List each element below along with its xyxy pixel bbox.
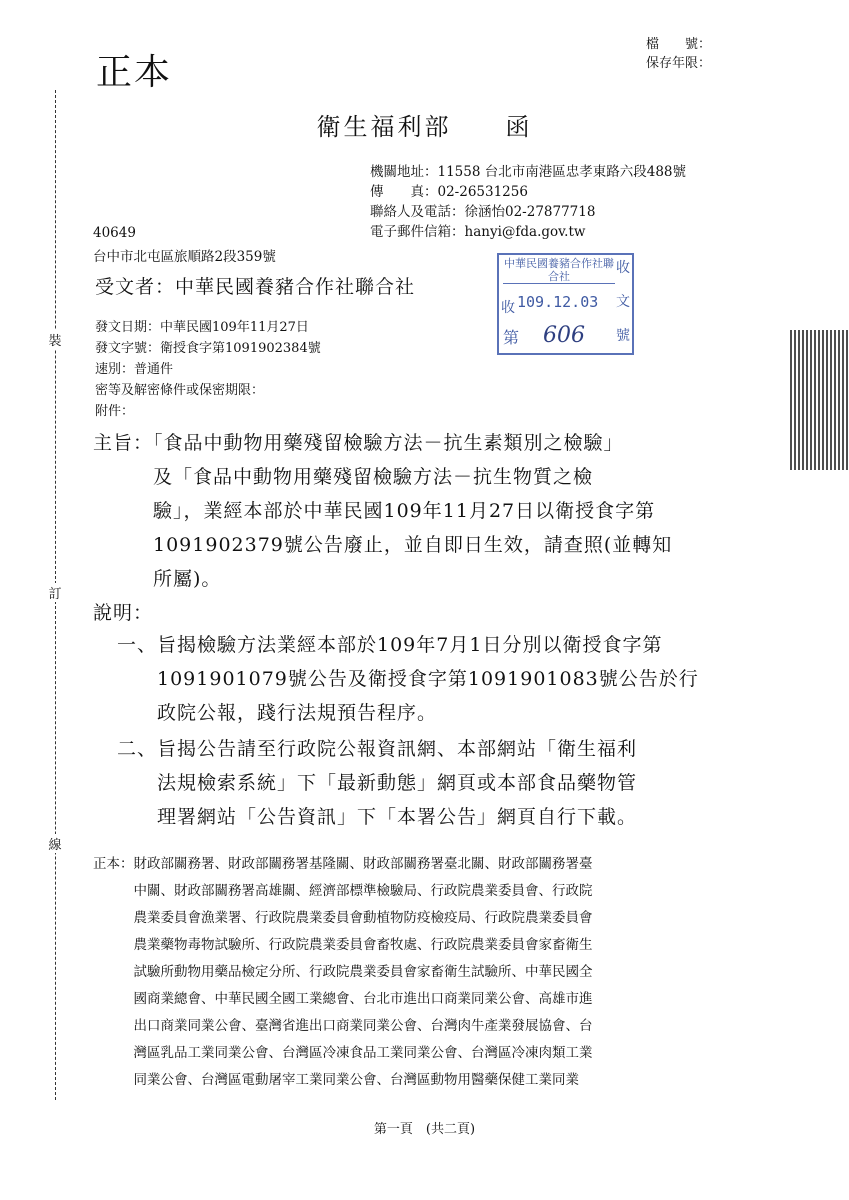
agency-email: 電子郵件信箱：hanyi@fda.gov.tw	[370, 224, 586, 240]
cc-line: 農業藥物毒物試驗所、行政院農業委員會畜牧處、行政院農業委員會家畜衛生	[93, 937, 593, 953]
secrecy-level: 密等及解密條件或保密期限：	[95, 383, 265, 398]
recipient: 受文者：中華民國養豬合作社聯合社	[95, 276, 416, 298]
stamp-date: 109.12.03	[517, 293, 599, 311]
subject-line: 及「食品中動物用藥殘留檢驗方法－抗生物質之檢	[93, 466, 594, 488]
subject-line: 驗」，業經本部於中華民國109年11月27日以衛授食字第	[93, 500, 656, 522]
cc-line: 同業公會、台灣區電動屠宰工業同業公會、台灣區動物用醫藥保健工業同業	[93, 1072, 579, 1088]
binding-mark-middle: 訂	[44, 583, 66, 602]
binding-mark-top: 裝	[44, 330, 66, 349]
explanation-item: 二、旨揭公告請至行政院公報資訊網、本部網站「衛生福利	[117, 738, 638, 760]
stamp-side-bottom: 號	[616, 328, 630, 344]
page-footer: 第一頁 (共二頁)	[373, 1122, 476, 1137]
cc-line: 農業委員會漁業署、行政院農業委員會動植物防疫檢疫局、行政院農業委員會	[93, 910, 593, 926]
stamp-side-top: 收	[616, 260, 630, 276]
scanner-edge-artifact	[790, 330, 849, 470]
explanation-item: 理署網站「公告資訊」下「本署公告」網頁自行下載。	[117, 806, 638, 828]
retention-label: 保存年限：	[646, 56, 712, 71]
attachment-label: 附件：	[95, 404, 135, 419]
file-number-label: 檔 號：	[646, 37, 712, 52]
explanation-item: 政院公報，踐行法規預告程序。	[117, 702, 438, 724]
original-copy-mark: 正本	[96, 52, 173, 93]
received-stamp	[497, 253, 634, 355]
subject-line: 主旨：「食品中動物用藥殘留檢驗方法－抗生素類別之檢驗」	[93, 432, 624, 454]
stamp-number: 606	[543, 323, 585, 348]
subject-line: 所屬)。	[93, 568, 222, 590]
cc-line: 國商業總會、中華民國全國工業總會、台北市進出口商業同業公會、高雄市進	[93, 991, 593, 1007]
stamp-side-mid: 文	[616, 294, 630, 310]
agency-contact: 聯絡人及電話：徐涵怡02-27877718	[370, 204, 596, 220]
recipient-zip: 40649	[93, 225, 136, 241]
stamp-left-char: 收	[501, 300, 515, 316]
subject-line: 1091902379號公告廢止，並自即日生效，請查照(並轉知	[93, 534, 673, 556]
binding-mark-bottom: 線	[44, 834, 66, 853]
cc-line: 中關、財政部關務署高雄關、經濟部標準檢驗局、行政院農業委員會、行政院	[93, 883, 593, 899]
explanation-item: 1091901079號公告及衛授食字第1091901083號公告於行	[117, 668, 699, 690]
explanation-heading: 說明：	[93, 602, 154, 624]
stamp-org: 中華民國養豬合作社聯合社	[504, 257, 614, 283]
stamp-number-label: 第	[503, 328, 520, 347]
issue-date: 發文日期：中華民國109年11月27日	[95, 320, 309, 335]
explanation-item: 一、旨揭檢驗方法業經本部於109年7月1日分別以衛授食字第	[117, 634, 663, 656]
delivery-speed: 速別：普通件	[95, 362, 174, 377]
document-title: 衛生福利部 函	[316, 113, 533, 141]
issue-number: 發文字號：衛授食字第1091902384號	[95, 341, 321, 356]
cc-line: 試驗所動物用藥品檢定分所、行政院農業委員會家畜衛生試驗所、中華民國全	[93, 964, 593, 980]
cc-line: 正本：財政部關務署、財政部關務署基隆關、財政部關務署臺北關、財政部關務署臺	[93, 856, 593, 872]
agency-address: 機關地址：11558 台北市南港區忠孝東路六段488號	[370, 164, 687, 180]
explanation-item: 法規檢索系統」下「最新動態」網頁或本部食品藥物管	[117, 772, 638, 794]
cc-line: 出口商業同業公會、臺灣省進出口商業同業公會、台灣肉牛產業發展協會、台	[93, 1018, 593, 1034]
cc-line: 灣區乳品工業同業公會、台灣區冷凍食品工業同業公會、台灣區冷凍肉類工業	[93, 1045, 593, 1061]
recipient-street: 台中市北屯區旅順路2段359號	[93, 249, 276, 265]
agency-fax: 傳 真：02-26531256	[370, 184, 528, 200]
